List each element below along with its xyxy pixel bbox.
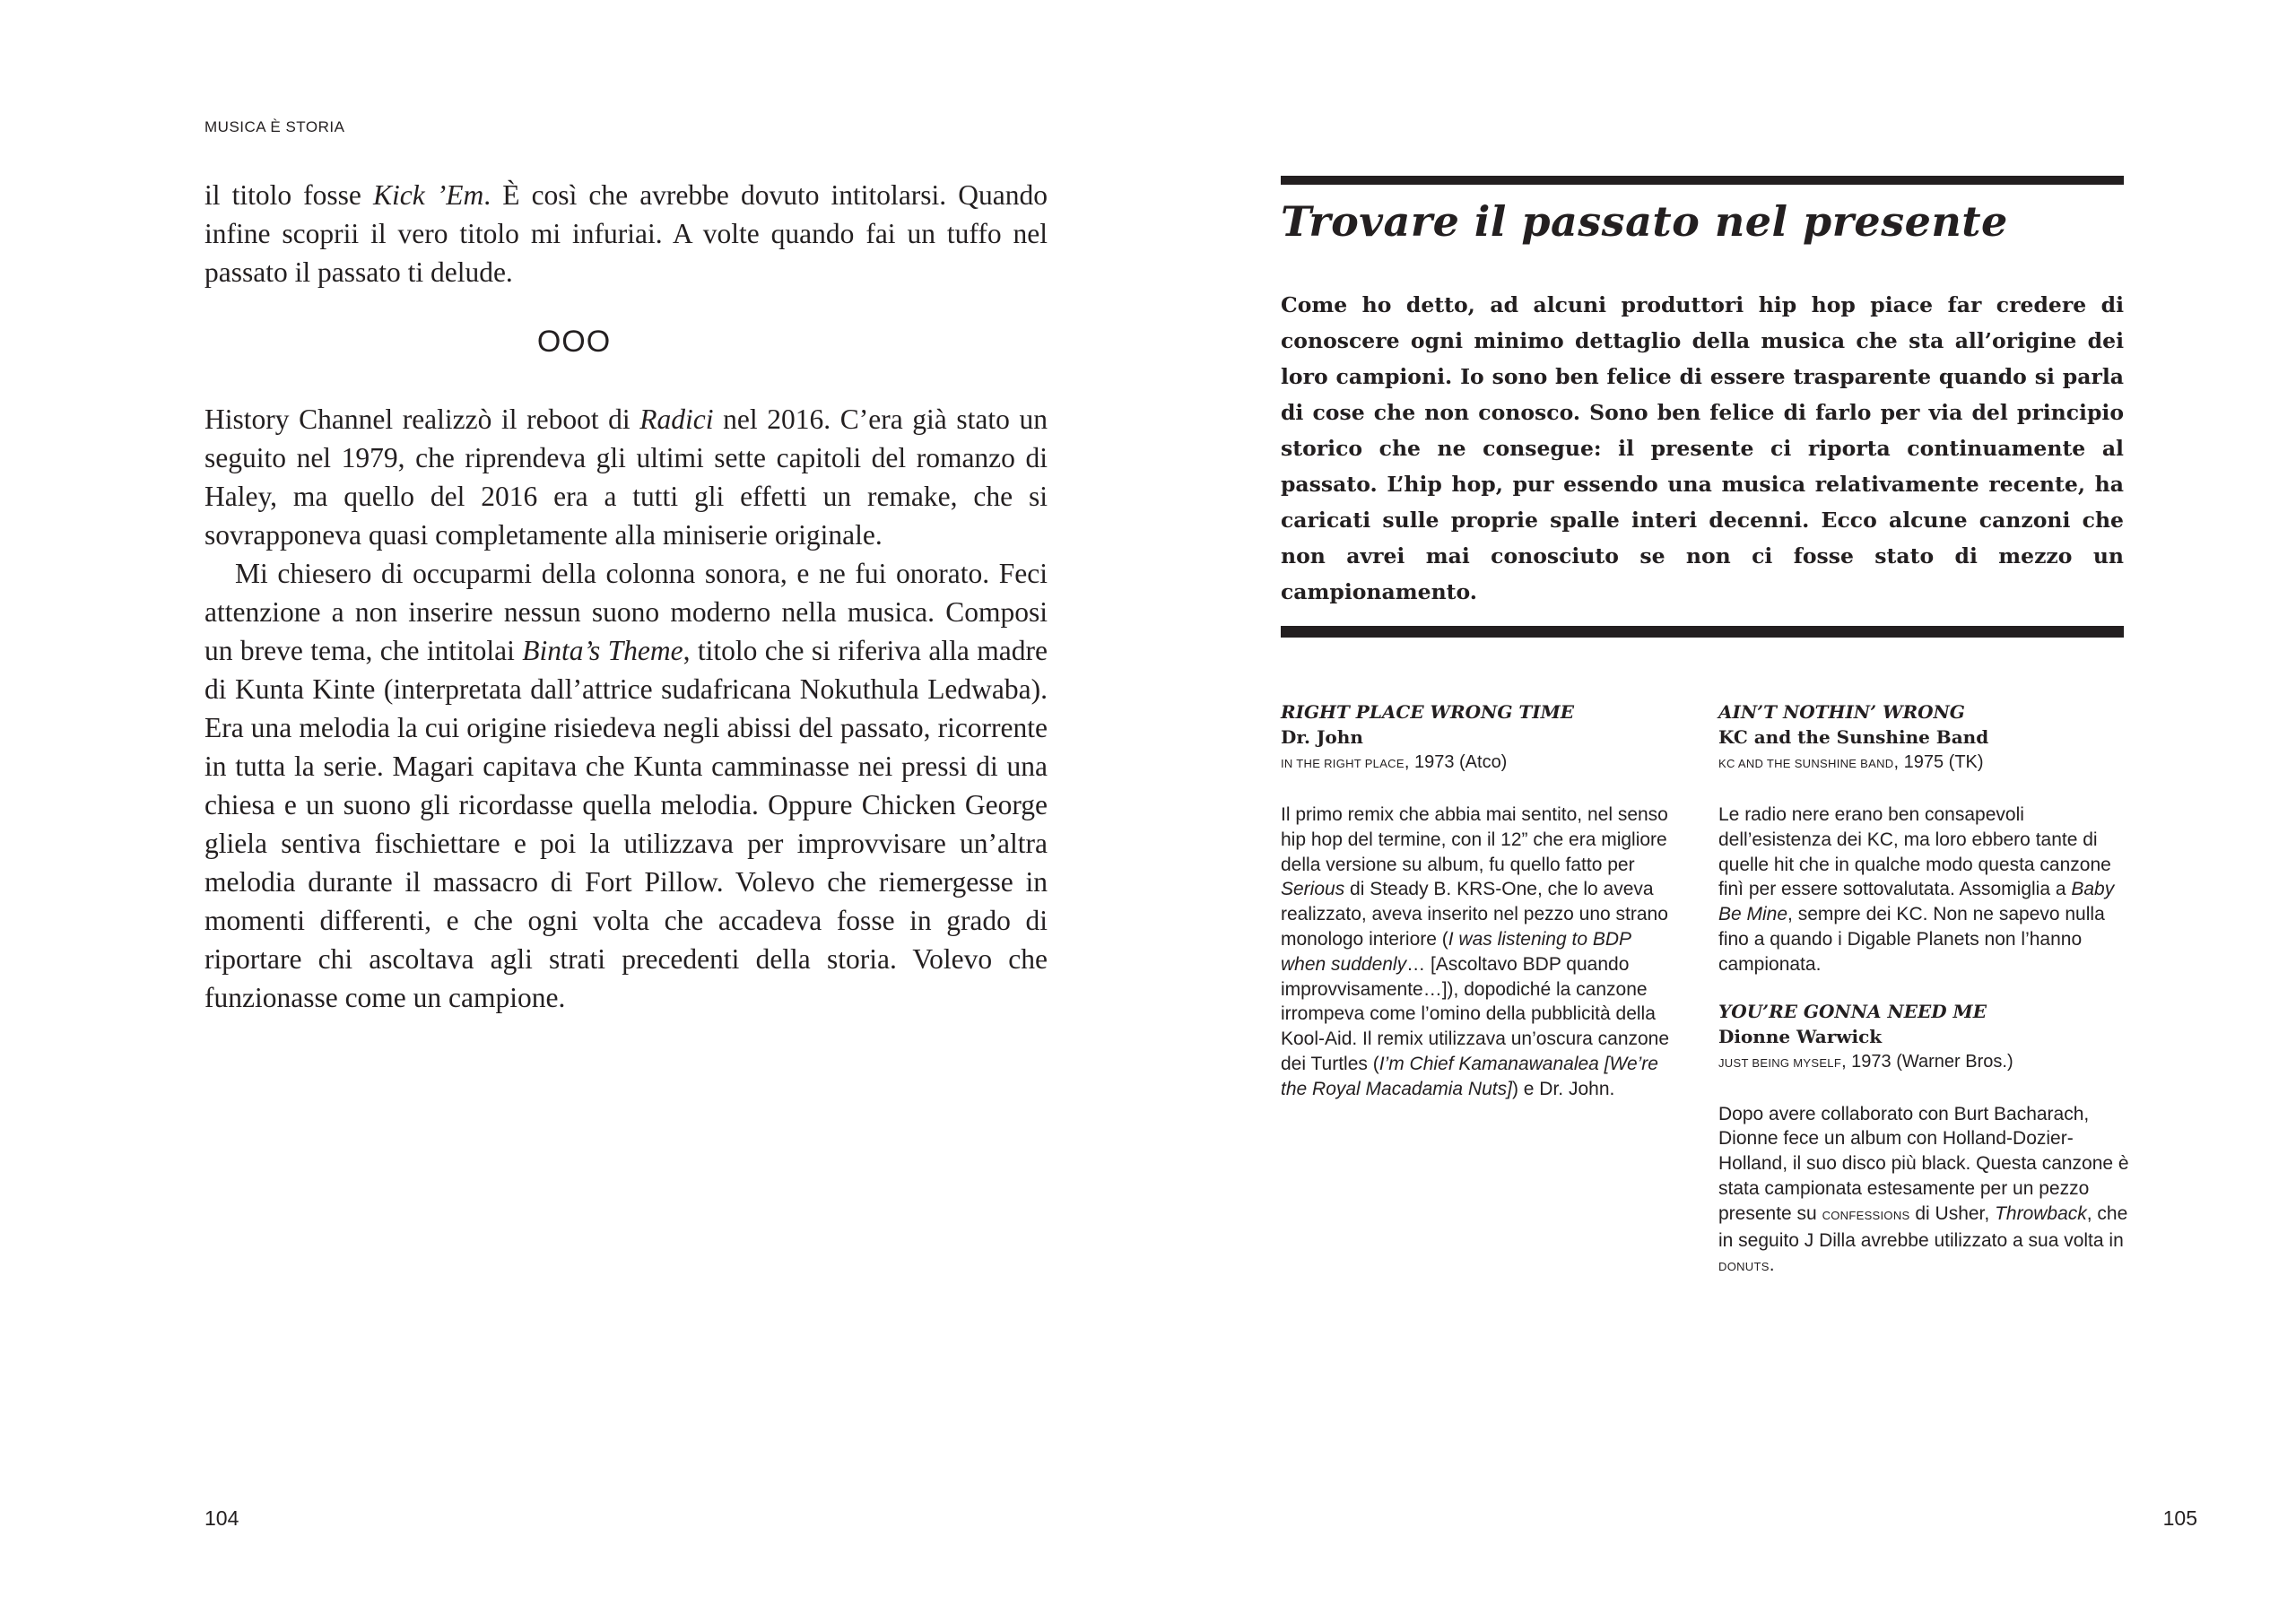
- paragraph: [204, 554, 1048, 1017]
- text-run: Dopo avere collaborato con Burt Bacharach, Dionne fece un album con Holland-Dozier-Holland, il suo disco più black. Questa canzone è stata campionata estesamente per un pezzo presente su: [1718, 1103, 2129, 1224]
- text-run: di Usher,: [1909, 1202, 1996, 1224]
- song-album: [1718, 1049, 2131, 1076]
- text-run: , titolo che si riferiva alla madre di Kunta Kinte (interpretata dall’attrice sudafricana Nokuthula Ledwaba). Era una melodia la cui origine risiedeva negli abissi del passato, ricorrente in tutta la serie. Magari capitava che Kunta camminasse nei pressi di una chiesa e un suono gli ricordasse quella melodia. Oppure Chicken George gliela sentiva fischiettare e poi la utilizzava per improvvisare un’altra melodia durante il massacro di Fort Pillow. Volevo che riemergesse in momenti differenti, e che ogni volta che accadeva fosse in grado di riportare chi ascoltava agli strati precedenti della storia. Volevo che funzionasse come un campione.: [204, 635, 1048, 1013]
- text-run: ) e Dr. John.: [1511, 1078, 1615, 1099]
- text-run: il titolo fosse: [204, 179, 373, 211]
- song-entry: [1718, 699, 2131, 977]
- italic-title: Kick ’Em: [373, 179, 484, 211]
- intro-paragraph: [204, 176, 1048, 291]
- italic-title: Baby Be Mine: [1718, 879, 2115, 925]
- song-description: [1281, 803, 1675, 1102]
- song-album: [1281, 750, 1675, 777]
- album-info: , 1973 (Atco): [1404, 752, 1508, 772]
- song-artist: Dionne Warwick: [1718, 1025, 1883, 1047]
- text-run: … [Ascoltavo BDP quando improvvisamente…]), dopodiché la canzone irrompeva come l’omino della pubblicità della Kool-Aid. Il remix utilizzava un’oscura canzone dei Turtles (: [1281, 953, 1670, 1074]
- box-bottom-rule: [1281, 626, 2124, 638]
- album-title: KC AND THE SUNSHINE BAND: [1718, 757, 1894, 770]
- album-title: IN THE RIGHT PLACE: [1281, 757, 1405, 770]
- album-title: DONUTS: [1718, 1260, 1770, 1274]
- song-title: RIGHT PLACE WRONG TIME: [1281, 701, 1574, 723]
- song-artist: Dr. John: [1281, 726, 1363, 748]
- text-run: Il primo remix che abbia mai sentito, nel senso hip hop del termine, con il 12” che era migliore della versione su album, fu quello fatto per: [1281, 804, 1668, 875]
- box-intro: Come ho detto, ad alcuni produttori hip hop piace far credere di conoscere ogni minimo dettaglio della musica che sta all’origine dei loro campioni. Io sono ben felice di essere trasparente quando si parla di cose che non conosco. Sono ben felice di farlo per via del principio storico che ne consegue: il presente ci riporta continuamente al passato. L’hip hop, pur essendo una musica relativamente recente, ha caricati sulle proprie spalle interi decenni. Ecco alcune canzoni che non avrei mai conosciuto se non ci fosse stato di mezzo un campionamento.: [1281, 292, 2124, 604]
- song-album: [1718, 750, 2131, 777]
- song-entry: [1281, 699, 1675, 1102]
- italic-title: Serious: [1281, 879, 1345, 900]
- box-top-rule: [1281, 176, 2124, 185]
- italic-title: Radici: [639, 404, 714, 435]
- running-head: MUSICA È STORIA: [204, 118, 345, 135]
- album-info: , 1973 (Warner Bros.): [1841, 1051, 2013, 1072]
- song-title: YOU’RE GONNA NEED ME: [1718, 1000, 1987, 1022]
- page-number: 104: [204, 1506, 239, 1530]
- text-run: Le radio nere erano ben consapevoli dell’esistenza dei KC, ma loro ebbero tante di quelle hit che in qualche modo questa canzone finì per essere sottovalutata. Assomiglia a: [1718, 804, 2111, 900]
- page-number: 105: [2162, 1506, 2197, 1530]
- italic-title: I’m Chief Kamanawanalea [We’re the Royal Macadamia Nuts]: [1281, 1053, 1658, 1099]
- text-run: Mi chiesero di occuparmi della colonna sonora, e ne fui onorato. Feci attenzione a non inserire nessun suono moderno nella musica. Composi un breve tema, che intitolai: [204, 558, 1048, 666]
- album-title: JUST BEING MYSELF: [1718, 1055, 1842, 1070]
- text-run: nel 2016. C’era già stato un seguito nel 1979, che riprendeva gli ultimi sette capitoli del romanzo di Haley, ma quello del 2016 era a tutti gli effetti un remake, che si sovrapponeva quasi completamente alla miniserie originale.: [204, 404, 1048, 551]
- paragraph: [204, 400, 1048, 554]
- song-description: [1718, 803, 2131, 977]
- italic-title: Binta’s Theme: [522, 635, 683, 666]
- text-run: , sempre dei KC. Non ne sapevo nulla fino a quando i Digable Planets non l’hanno campionata.: [1718, 904, 2105, 975]
- section-separator: OOO: [536, 325, 612, 359]
- text-run: , che in seguito J Dilla avrebbe utilizzato a sua volta in: [1718, 1202, 2128, 1251]
- box-title: Trovare il passato nel presente: [1281, 197, 2008, 246]
- song-description: [1718, 1102, 2131, 1280]
- italic-title: Throwback: [1995, 1202, 2087, 1224]
- text-run: di Steady B. KRS-One, che lo aveva realizzato, aveva inserito nel pezzo uno strano monologo interiore (: [1281, 879, 1668, 950]
- album-title: CONFESSIONS: [1822, 1208, 1910, 1222]
- album-info: , 1975 (TK): [1893, 752, 1984, 772]
- song-title: AIN’T NOTHIN’ WRONG: [1718, 701, 1965, 723]
- italic-quote: I was listening to BDP when suddenly: [1281, 928, 1631, 975]
- text-run: . È così che avrebbe dovuto intitolarsi. Quando infine scoprii il vero titolo mi infuriai. A volte quando fai un tuffo nel passato il passato ti delude.: [204, 179, 1048, 288]
- text-run: History Channel realizzò il reboot di: [204, 404, 640, 435]
- song-artist: KC and the Sunshine Band: [1718, 726, 1989, 748]
- song-column-right: [1718, 699, 2131, 1280]
- text-run: .: [1769, 1254, 1775, 1276]
- body-text: [204, 400, 1048, 1017]
- right-page: [1148, 0, 2296, 1623]
- song-column-left: [1281, 699, 1675, 1102]
- song-entry: [1718, 999, 2131, 1280]
